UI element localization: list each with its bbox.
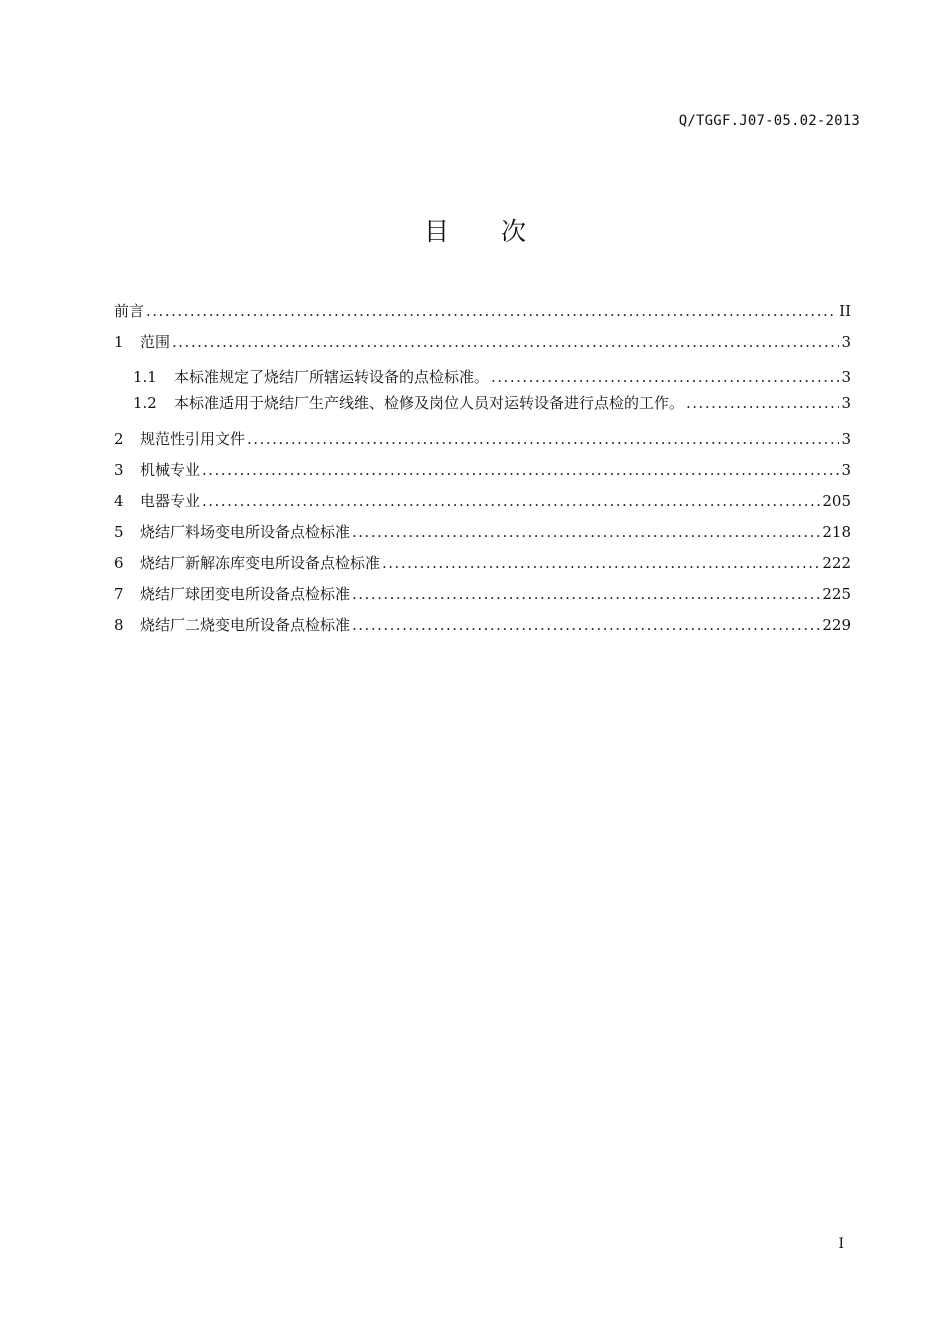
toc-leader-dots	[382, 550, 820, 577]
toc-entry-number: 5	[114, 523, 124, 541]
toc-leader-dots	[491, 360, 839, 394]
toc-entry-preface[interactable]	[114, 298, 851, 329]
toc-entry-text: 烧结厂二烧变电所设备点检标准	[140, 616, 351, 634]
toc-entry-number: 4	[114, 492, 124, 510]
toc-entry-5[interactable]	[114, 519, 851, 550]
title-char-2: 次	[501, 217, 527, 246]
toc-entry-text: 范围	[140, 333, 171, 351]
toc-entry-text: 烧结厂料场变电所设备点检标准	[140, 523, 351, 541]
toc-entry-page: 3	[841, 461, 851, 479]
toc-entry-text: 机械专业	[140, 461, 201, 479]
toc-entry-page: 3	[841, 368, 851, 386]
toc-entry-page: 225	[822, 585, 851, 603]
toc-entry-text: 前言	[114, 302, 145, 320]
toc-entry-number: 3	[114, 461, 124, 479]
toc-leader-dots	[352, 519, 820, 546]
toc-entry-page: II	[839, 302, 851, 320]
toc-leader-dots	[352, 612, 820, 639]
table-of-contents	[114, 298, 851, 643]
page-title	[0, 212, 950, 248]
toc-entry-page: 3	[841, 394, 851, 412]
toc-leader-dots	[247, 426, 839, 453]
toc-entry-page: 205	[822, 492, 851, 510]
toc-entry-1-2[interactable]	[114, 392, 851, 426]
toc-entry-number: 1.1	[133, 368, 157, 386]
toc-entry-page: 218	[822, 523, 851, 541]
toc-leader-dots	[172, 329, 839, 356]
toc-entry-page: 3	[841, 333, 851, 351]
toc-entry-8[interactable]	[114, 612, 851, 643]
document-code: Q/TGGF.J07-05.02-2013	[678, 113, 860, 129]
toc-entry-text: 烧结厂球团变电所设备点检标准	[140, 585, 351, 603]
toc-leader-dots	[146, 298, 837, 325]
toc-leader-dots	[352, 581, 820, 608]
toc-entry-7[interactable]	[114, 581, 851, 612]
title-char-1: 目	[423, 217, 449, 246]
toc-entry-text: 本标准规定了烧结厂所辖运转设备的点检标准。	[174, 368, 490, 386]
toc-entry-number: 7	[114, 585, 124, 603]
toc-entry-1[interactable]	[114, 329, 851, 360]
toc-entry-number: 6	[114, 554, 124, 572]
toc-entry-number: 2	[114, 430, 124, 448]
toc-entry-number: 1	[114, 333, 124, 351]
toc-entry-text: 烧结厂新解冻库变电所设备点检标准	[140, 554, 381, 572]
toc-entry-page: 3	[841, 430, 851, 448]
toc-entry-number: 1.2	[133, 394, 157, 412]
toc-entry-text: 本标准适用于烧结厂生产线维、检修及岗位人员对运转设备进行点检的工作。	[174, 394, 685, 412]
toc-entry-4[interactable]	[114, 488, 851, 519]
toc-entry-2[interactable]	[114, 426, 851, 457]
footer-page-number: I	[838, 1236, 844, 1252]
toc-entry-1-1[interactable]	[114, 360, 851, 392]
toc-leader-dots	[686, 392, 839, 414]
toc-entry-6[interactable]	[114, 550, 851, 581]
toc-entry-text: 规范性引用文件	[140, 430, 246, 448]
toc-entry-page: 229	[822, 616, 851, 634]
toc-leader-dots	[202, 488, 820, 515]
toc-entry-3[interactable]	[114, 457, 851, 488]
toc-entry-page: 222	[822, 554, 851, 572]
toc-entry-text: 电器专业	[140, 492, 201, 510]
toc-entry-number: 8	[114, 616, 124, 634]
toc-leader-dots	[202, 457, 839, 484]
